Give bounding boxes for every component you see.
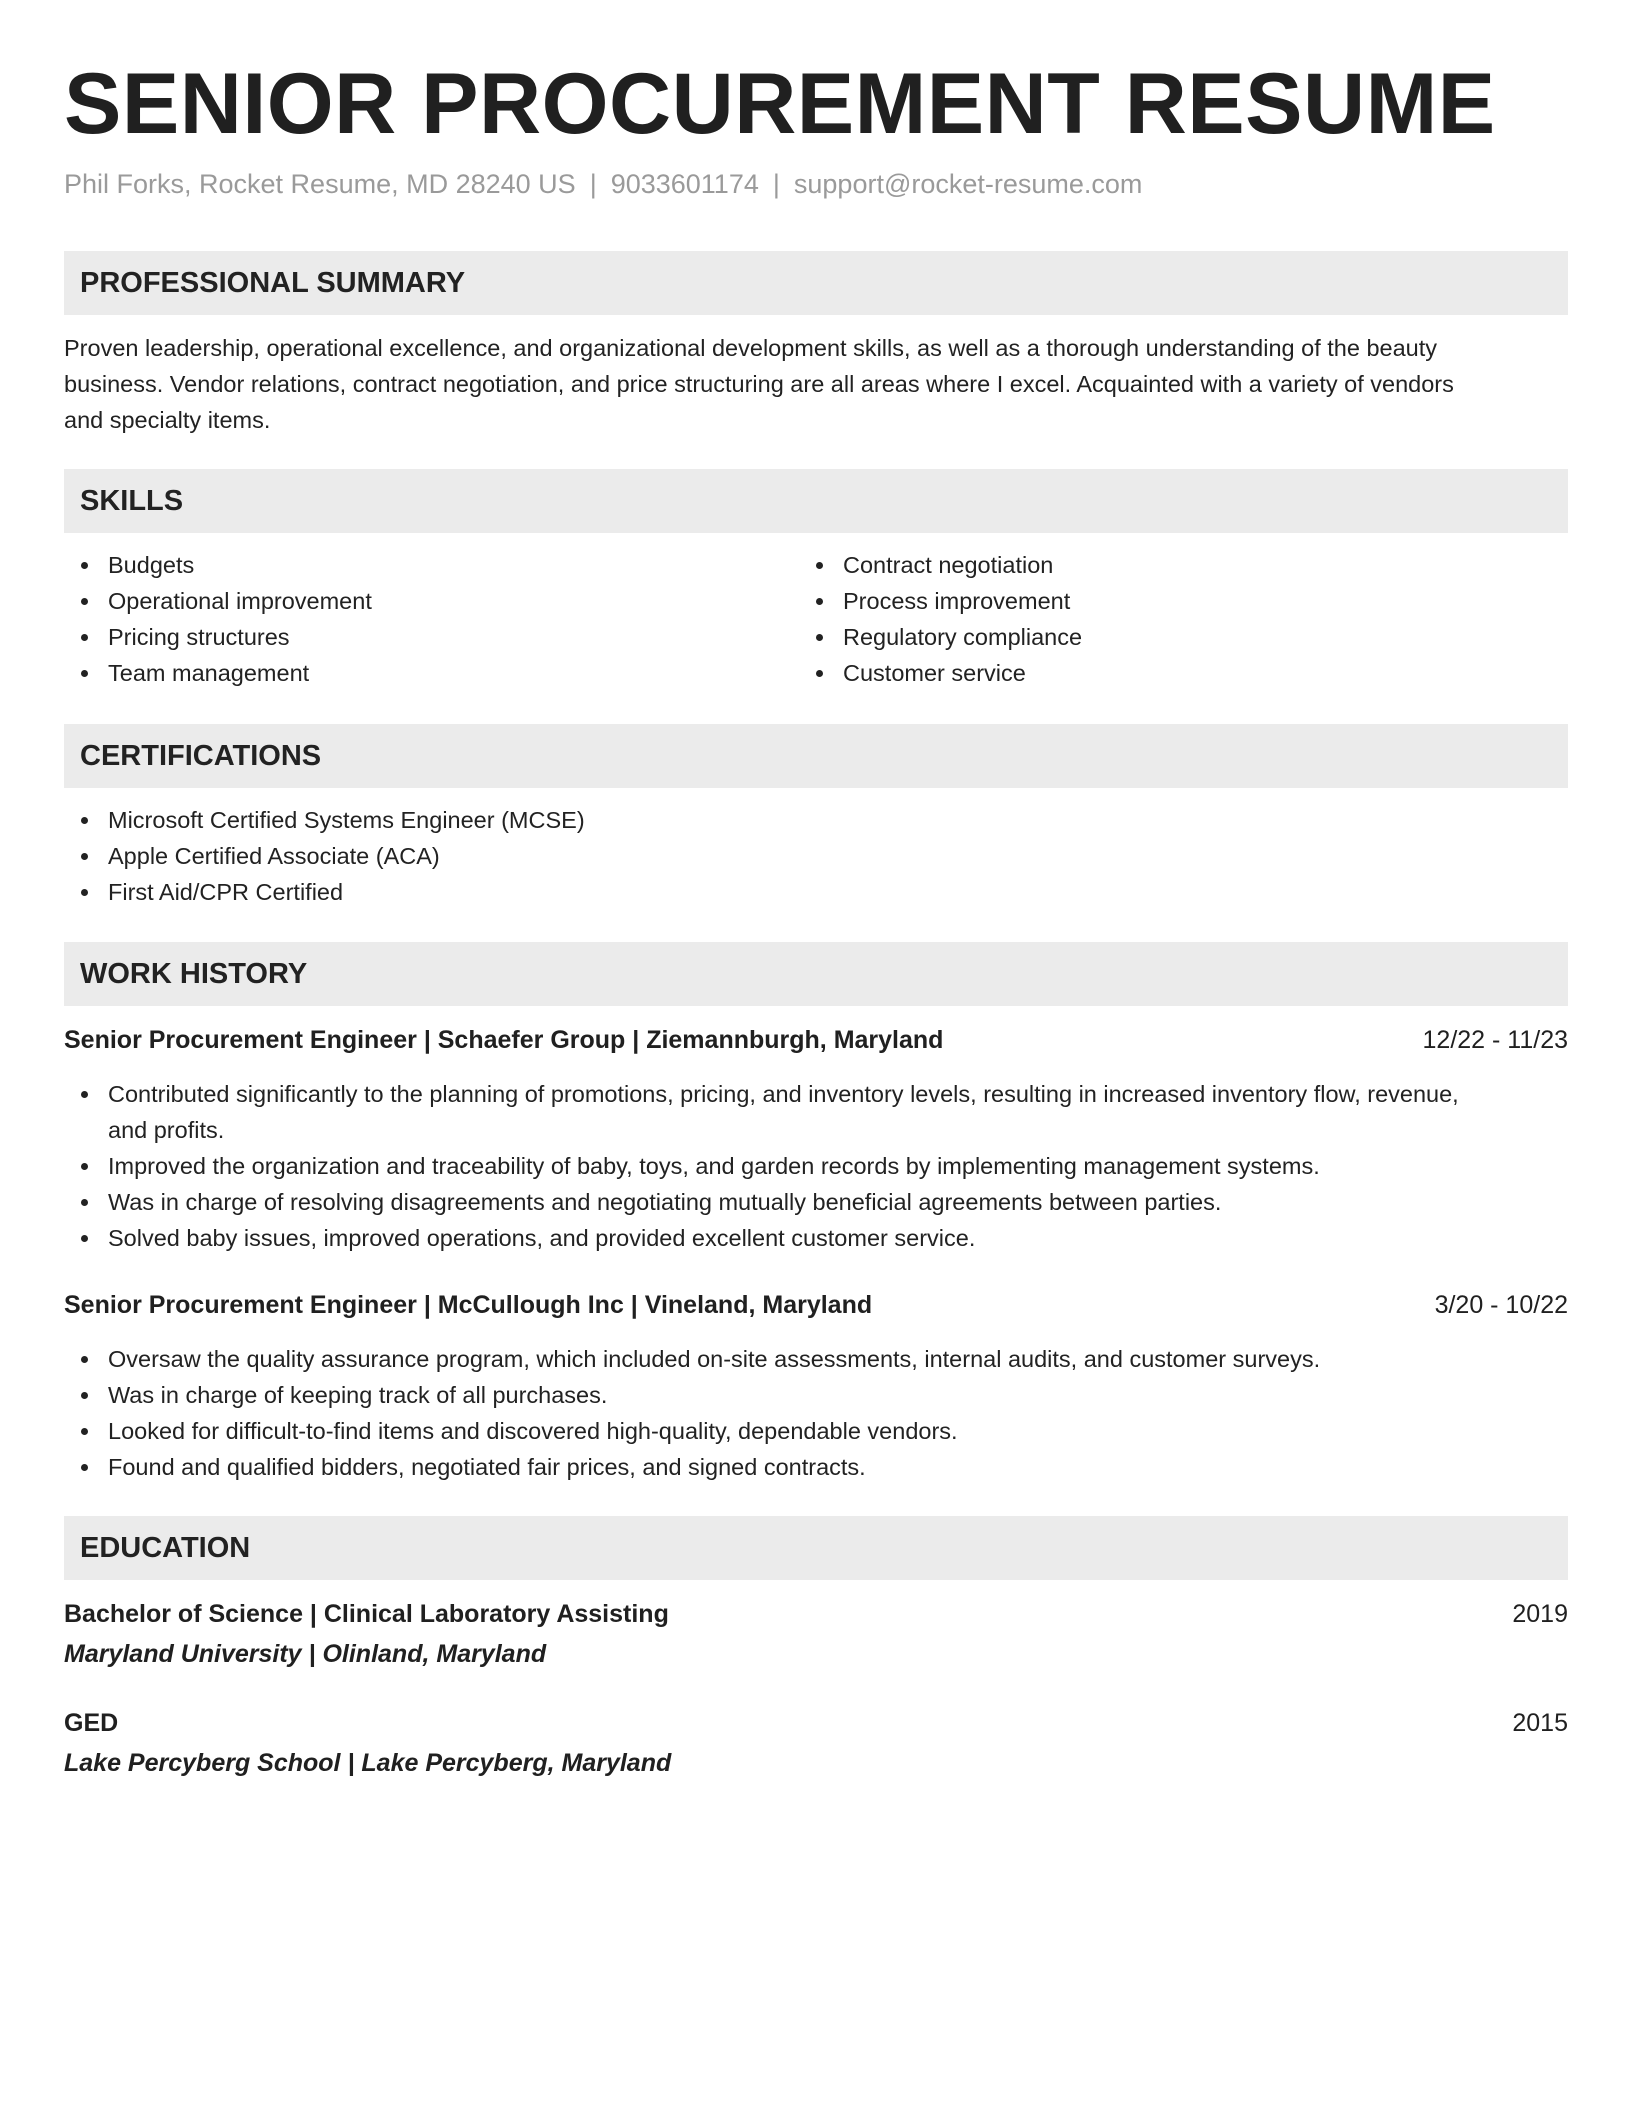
job-duties — [64, 1341, 1568, 1485]
job-header — [64, 1287, 1568, 1323]
skills-column-right — [799, 547, 1499, 691]
contact-line — [64, 166, 1142, 202]
job-duty-item — [64, 1076, 1568, 1148]
section-heading-education: EDUCATION — [64, 1516, 1568, 1580]
job-duty-item: Looked for difficult-to-find items and discovered high-quality, dependable vendors. — [64, 1413, 1568, 1449]
skills-column-left — [64, 547, 764, 691]
education-header — [64, 1705, 1568, 1741]
education-degree: Bachelor of Science | Clinical Laboratory Assisting — [64, 1600, 669, 1628]
job-duty-line: Contributed significantly to the planning of promotions, pricing, and inventory levels, resulting in increased inventory flow, revenue, — [108, 1081, 1459, 1107]
summary-line: business. Vendor relations, contract negotiation, and price structuring are all areas where I excel. Acquainted with a variety of vendors — [64, 371, 1454, 397]
contact-address: Phil Forks, Rocket Resume, MD 28240 US — [64, 169, 576, 199]
skill-item: Contract negotiation — [799, 547, 1499, 583]
certification-item: First Aid/CPR Certified — [64, 874, 1568, 910]
education-year: 2015 — [1512, 1709, 1568, 1737]
job-duty-item: Oversaw the quality assurance program, which included on-site assessments, internal audits, and customer surveys. — [64, 1341, 1568, 1377]
contact-separator: | — [772, 169, 780, 199]
education-header — [64, 1596, 1568, 1632]
skill-item: Pricing structures — [64, 619, 764, 655]
skill-item: Budgets — [64, 547, 764, 583]
job-duty-item: Solved baby issues, improved operations, and provided excellent customer service. — [64, 1220, 1568, 1256]
certifications-list — [64, 802, 1568, 910]
certification-item: Microsoft Certified Systems Engineer (MCSE) — [64, 802, 1568, 838]
job-duties-list — [64, 1341, 1568, 1485]
job-duty-line: and profits. — [108, 1117, 225, 1143]
job-duty-item: Was in charge of resolving disagreements and negotiating mutually beneficial agreements between parties. — [64, 1184, 1568, 1220]
section-heading-summary: PROFESSIONAL SUMMARY — [64, 251, 1568, 315]
contact-phone: 9033601174 — [610, 169, 759, 199]
education-year: 2019 — [1512, 1600, 1568, 1628]
skill-item: Regulatory compliance — [799, 619, 1499, 655]
education-degree: GED — [64, 1709, 119, 1737]
section-heading-certifications: CERTIFICATIONS — [64, 724, 1568, 788]
job-duty-item: Found and qualified bidders, negotiated fair prices, and signed contracts. — [64, 1449, 1568, 1485]
summary-line: Proven leadership, operational excellence, and organizational development skills, as well as a thorough understanding of the beauty — [64, 335, 1438, 361]
summary-line: and specialty items. — [64, 407, 271, 433]
job-duties — [64, 1076, 1568, 1256]
skill-item: Team management — [64, 655, 764, 691]
certifications-block — [64, 802, 1568, 910]
skills-list-left — [64, 547, 764, 691]
job-duties-list — [64, 1076, 1568, 1256]
resume-title: SENIOR PROCUREMENT RESUME — [64, 56, 1496, 152]
skill-item: Operational improvement — [64, 583, 764, 619]
contact-separator: | — [589, 169, 597, 199]
skill-item: Customer service — [799, 655, 1499, 691]
job-header — [64, 1022, 1568, 1058]
contact-email: support@rocket-resume.com — [793, 169, 1143, 199]
skills-list-right — [799, 547, 1499, 691]
job-dates: 12/22 - 11/23 — [1422, 1026, 1568, 1054]
summary-text — [64, 330, 1568, 438]
education-school: Maryland University | Olinland, Maryland — [64, 1640, 547, 1668]
job-duty-item: Was in charge of keeping track of all purchases. — [64, 1377, 1568, 1413]
certification-item: Apple Certified Associate (ACA) — [64, 838, 1568, 874]
section-heading-work-history: WORK HISTORY — [64, 942, 1568, 1006]
job-duty-item: Improved the organization and traceability of baby, toys, and garden records by implementing management systems. — [64, 1148, 1568, 1184]
section-heading-skills: SKILLS — [64, 469, 1568, 533]
education-school: Lake Percyberg School | Lake Percyberg, Maryland — [64, 1749, 672, 1777]
job-dates: 3/20 - 10/22 — [1434, 1291, 1568, 1319]
job-title: Senior Procurement Engineer | McCullough Inc | Vineland, Maryland — [64, 1291, 873, 1319]
job-title: Senior Procurement Engineer | Schaefer Group | Ziemannburgh, Maryland — [64, 1026, 944, 1054]
skill-item: Process improvement — [799, 583, 1499, 619]
